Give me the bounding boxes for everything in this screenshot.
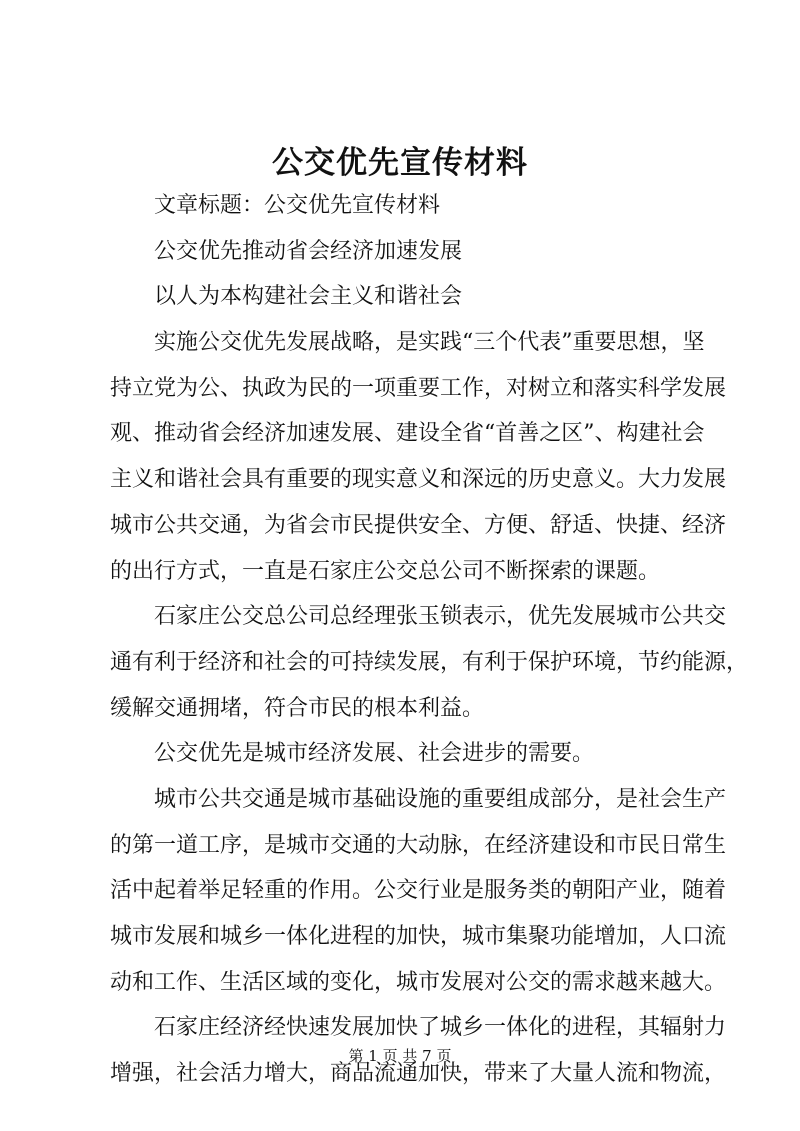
text-line: 观、推动省会经济加速发展、建设全省“首善之区”、构建社会 (110, 421, 705, 447)
text-line: 公交优先推动省会经济加速发展 (154, 238, 463, 264)
text-line: 城市公共交通，为省会市民提供安全、方便、舒适、快捷、经济 (110, 512, 727, 538)
text-line: 以人为本构建社会主义和谐社会 (154, 284, 463, 310)
text-line: 文章标题：公交优先宣传材料 (154, 193, 441, 218)
text-line: 缓解交通拥堵，符合市民的根本利益。 (110, 695, 485, 721)
text-line: 动和工作、生活区域的变化，城市发展对公交的需求越来越大。 (110, 969, 727, 995)
text-line: 主义和谐社会具有重要的现实意义和深远的历史意义。大力发展 (110, 467, 727, 493)
text-line: 持立党为公、执政为民的一项重要工作，对树立和落实科学发展 (110, 375, 727, 401)
text-line: 的出行方式，一直是石家庄公交总公司不断探索的课题。 (110, 558, 661, 584)
text-line: 公交优先是城市经济发展、社会进步的需要。 (154, 741, 595, 767)
text-line: 石家庄经济经快速发展加快了城乡一体化的进程，其辐射力 (154, 1015, 727, 1041)
text-line: 实施公交优先发展战略，是实践“三个代表”重要思想，坚 (154, 330, 705, 356)
text-line: 石家庄公交总公司总经理张玉锁表示，优先发展城市公共交 (154, 604, 727, 630)
document-body (110, 183, 749, 1097)
page-footer: 第 1 页 共 7 页 (348, 1047, 452, 1065)
text-line: 通有利于经济和社会的可持续发展，有利于保护环境，节约能源， (110, 649, 749, 675)
text-line: 城市公共交通是城市基础设施的重要组成部分，是社会生产 (154, 786, 727, 812)
text-line: 城市发展和城乡一体化进程的加快，城市集聚功能增加，人口流 (110, 924, 727, 949)
text-line: 活中起着举足轻重的作用。公交行业是服务类的朝阳产业，随着 (110, 878, 727, 904)
text-line: 增强，社会活力增大，商品流通加快，带来了大量人流和物流， (110, 1061, 727, 1087)
text-line: 的第一道工序，是城市交通的大动脉，在经济建设和市民日常生 (110, 832, 727, 858)
document-title: 公交优先宣传材料 (272, 145, 528, 181)
